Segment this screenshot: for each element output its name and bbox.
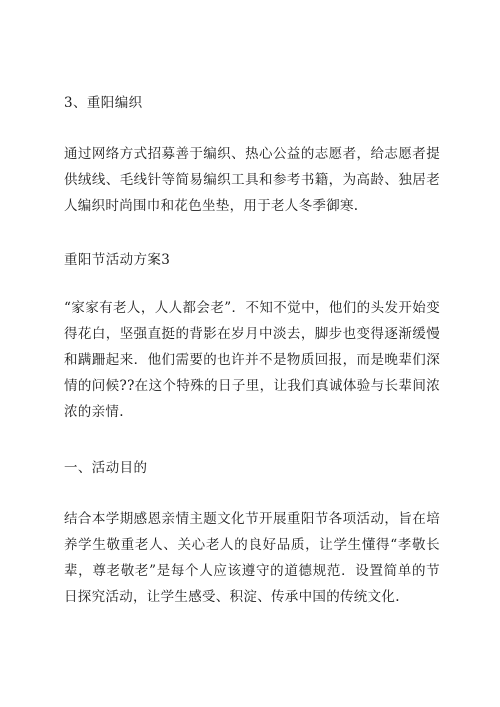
paragraph-weaving: 通过网络方式招募善于编织、热心公益的志愿者，给志愿者提供绒线、毛线针等简易编织工具和参考书籍，为高龄、独居老人编织时尚围巾和花色坐垫，用于老人冬季御寒. (64, 146, 440, 214)
section-heading-weaving: 3、重阳编织 (64, 95, 143, 111)
paragraph-intro: “家家有老人，人人都会老”．不知不觉中，他们的头发开始变得花白，坚强直挺的背影在岁月中淡去，脚步也变得逐渐缓慢和蹒跚起来．他们需要的也许并不是物质回报，而是晚辈们深情的问候??在这个特殊的日子里，让我们真诚体验与长辈间浓浓的亲情. (64, 300, 440, 420)
paragraph-purpose: 结合本学期感恩亲情主题文化节开展重阳节各项活动，旨在培养学生敬重老人、关心老人的良好品质，让学生懂得“孝敬长辈，尊老敬老”是每个人应该遵守的道德规范．设置简单的节日探究活动，让学生感受、积淀、传承中国的传统文化. (64, 511, 440, 605)
section-heading-purpose: 一、活动目的 (64, 460, 148, 476)
plan-title: 重阳节活动方案3 (64, 252, 171, 268)
